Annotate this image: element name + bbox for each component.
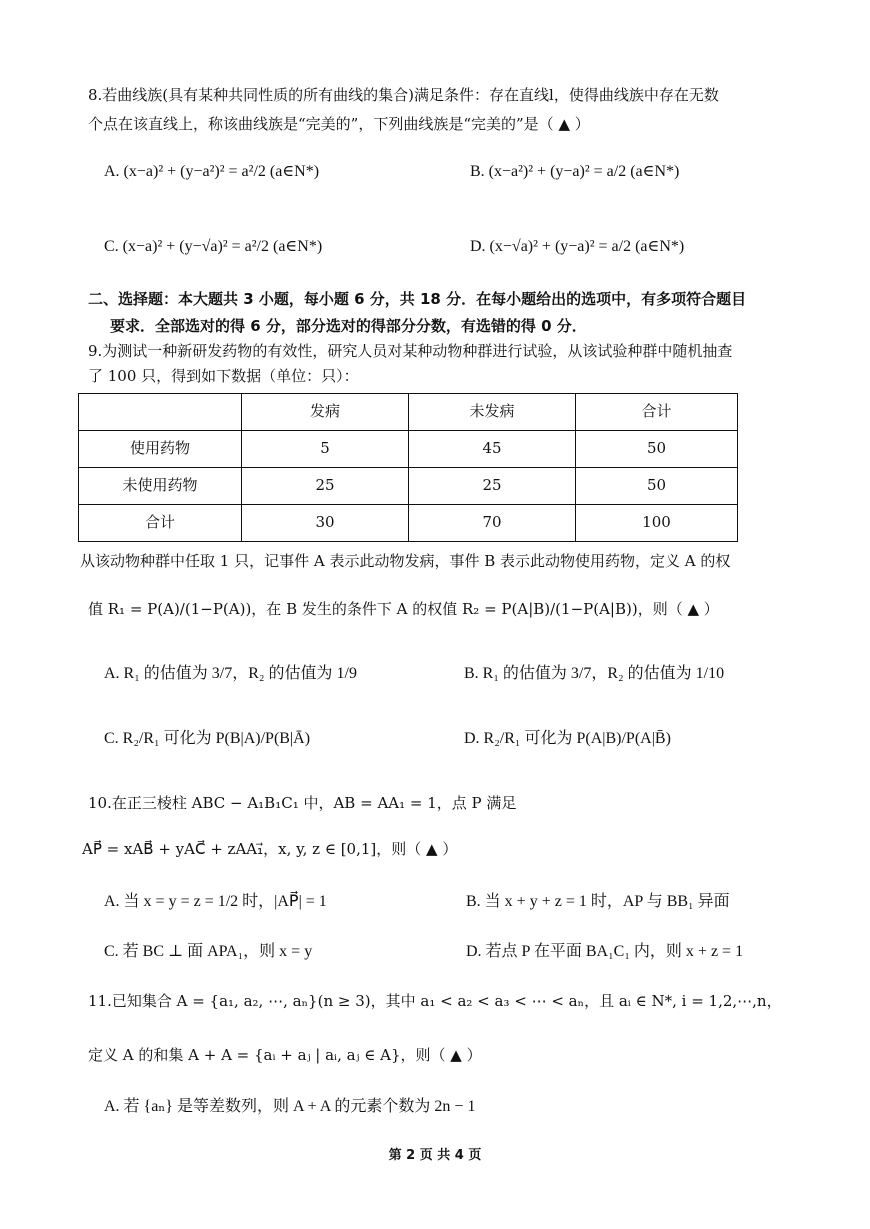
q10-option-b[interactable]: B. 当 x + y + z = 1 时，AP 与 BB₁ 异面 [466, 893, 730, 910]
table-cell: 45 [409, 431, 576, 468]
q8-option-a[interactable]: A. (x−a)² + (y−a²)² = a²/2 (a∈N*) [104, 163, 320, 180]
table-cell: 5 [242, 431, 409, 468]
q8-option-d[interactable]: D. (x−√a)² + (y−a)² = a/2 (a∈N*) [470, 238, 685, 255]
table-header-cell: 合计 [576, 394, 738, 431]
q9-stem-line-1: 9.为测试一种新研发药物的有效性，研究人员对某种动物种群进行试验，从该试验种群中随机抽查 [88, 342, 733, 360]
q9-weights [88, 598, 788, 621]
table-cell: 使用药物 [79, 431, 242, 468]
q10-stem-line-2: AP⃗ = xAB⃗ + yAC⃗ + zAA₁⃗，x, y, z ∈ [0,1]，则（ ▲ ） [82, 840, 458, 858]
section-2-line-2: 要求．全部选对的得 6 分，部分选对的得部分分数，有选错的得 0 分． [110, 317, 587, 336]
q9-definition [80, 550, 780, 573]
q9-data-table [78, 393, 738, 542]
question-10 [88, 792, 788, 815]
q11-stem-line-2: 定义 A 的和集 A + A = {aᵢ + aⱼ | aᵢ, aⱼ ∈ A}，则（ ▲ ） [88, 1046, 482, 1064]
q8-option-b[interactable]: B. (x−a²)² + (y−a)² = a/2 (a∈N*) [470, 163, 680, 180]
table-row [79, 505, 738, 542]
question-9 [88, 340, 788, 389]
q8-stem-line-1: 8.若曲线族(具有某种共同性质的所有曲线的集合)满足条件：存在直线l，使得曲线族中存在无数 [88, 86, 719, 104]
table-row [79, 431, 738, 468]
q9-option-b[interactable]: B. R₁ 的估值为 3/7，R₂ 的估值为 1/10 [464, 665, 725, 682]
q8-stem-line-2: 个点在该直线上，称该曲线族是“完美的”，下列曲线族是“完美的”是（ ▲ ） [88, 115, 590, 134]
page-footer: 第 2 页 共 4 页 [388, 1148, 482, 1163]
q11-option-a[interactable]: A. 若 {aₙ} 是等差数列，则 A + A 的元素个数为 2n − 1 [104, 1098, 476, 1115]
table-cell: 50 [576, 468, 738, 505]
table-cell: 25 [242, 468, 409, 505]
q9-option-d[interactable]: D. R₂/R₁ 可化为 P(A|B)/P(A|B̄) [464, 730, 671, 747]
q8-option-c[interactable]: C. (x−a)² + (y−√a)² = a²/2 (a∈N*) [104, 238, 323, 255]
q10-option-c[interactable]: C. 若 BC ⊥ 面 APA₁，则 x = y [104, 943, 313, 960]
q10-vector-condition [82, 838, 782, 861]
q11-stem-line-1: 11.已知集合 A = {a₁, a₂, ⋯, aₙ}(n ≥ 3)，其中 a₁ < a₂ < a₃ < ⋯ < aₙ，且 aᵢ ∈ N*, i = 1,2,⋯,n， [88, 992, 782, 1010]
q10-option-d[interactable]: D. 若点 P 在平面 BA₁C₁ 内，则 x + z = 1 [466, 943, 744, 960]
table-cell: 70 [409, 505, 576, 542]
q9-option-a[interactable]: A. R₁ 的估值为 3/7，R₂ 的估值为 1/9 [104, 665, 357, 682]
q9-option-c[interactable]: C. R₂/R₁ 可化为 P(B|A)/P(B|Ā) [104, 730, 311, 747]
table-cell: 未使用药物 [79, 468, 242, 505]
table-cell: 合计 [79, 505, 242, 542]
q9-stem-line-3: 从该动物种群中任取 1 只，记事件 A 表示此动物发病，事件 B 表示此动物使用药物，定义 A 的权 [80, 552, 731, 570]
question-8 [88, 84, 788, 137]
table-header-cell: 未发病 [409, 394, 576, 431]
question-11 [88, 990, 788, 1013]
q9-stem-line-4: 值 R₁ = P(A)/(1−P(A))，在 B 发生的条件下 A 的权值 R₂ = P(A|B)/(1−P(A|B))，则（ ▲ ） [88, 600, 719, 618]
q11-sum-set [88, 1044, 788, 1067]
q9-stem-line-2: 了 100 只，得到如下数据（单位：只）： [88, 367, 359, 386]
q10-option-a[interactable]: A. 当 x = y = z = 1/2 时，|AP⃗| = 1 [104, 893, 327, 910]
table-header-cell: 发病 [242, 394, 409, 431]
table-cell: 30 [242, 505, 409, 542]
table-cell: 100 [576, 505, 738, 542]
table-row [79, 468, 738, 505]
table-header-row [79, 394, 738, 431]
table-cell: 50 [576, 431, 738, 468]
section-2-heading [88, 288, 788, 339]
table-header-cell [79, 394, 242, 431]
table-cell: 25 [409, 468, 576, 505]
section-2-line-1: 二、选择题：本大题共 3 小题，每小题 6 分，共 18 分．在每小题给出的选项中，有多项符合题目 [88, 290, 747, 308]
q10-stem-line-1: 10.在正三棱柱 ABC − A₁B₁C₁ 中，AB = AA₁ = 1，点 P 满足 [88, 794, 517, 812]
